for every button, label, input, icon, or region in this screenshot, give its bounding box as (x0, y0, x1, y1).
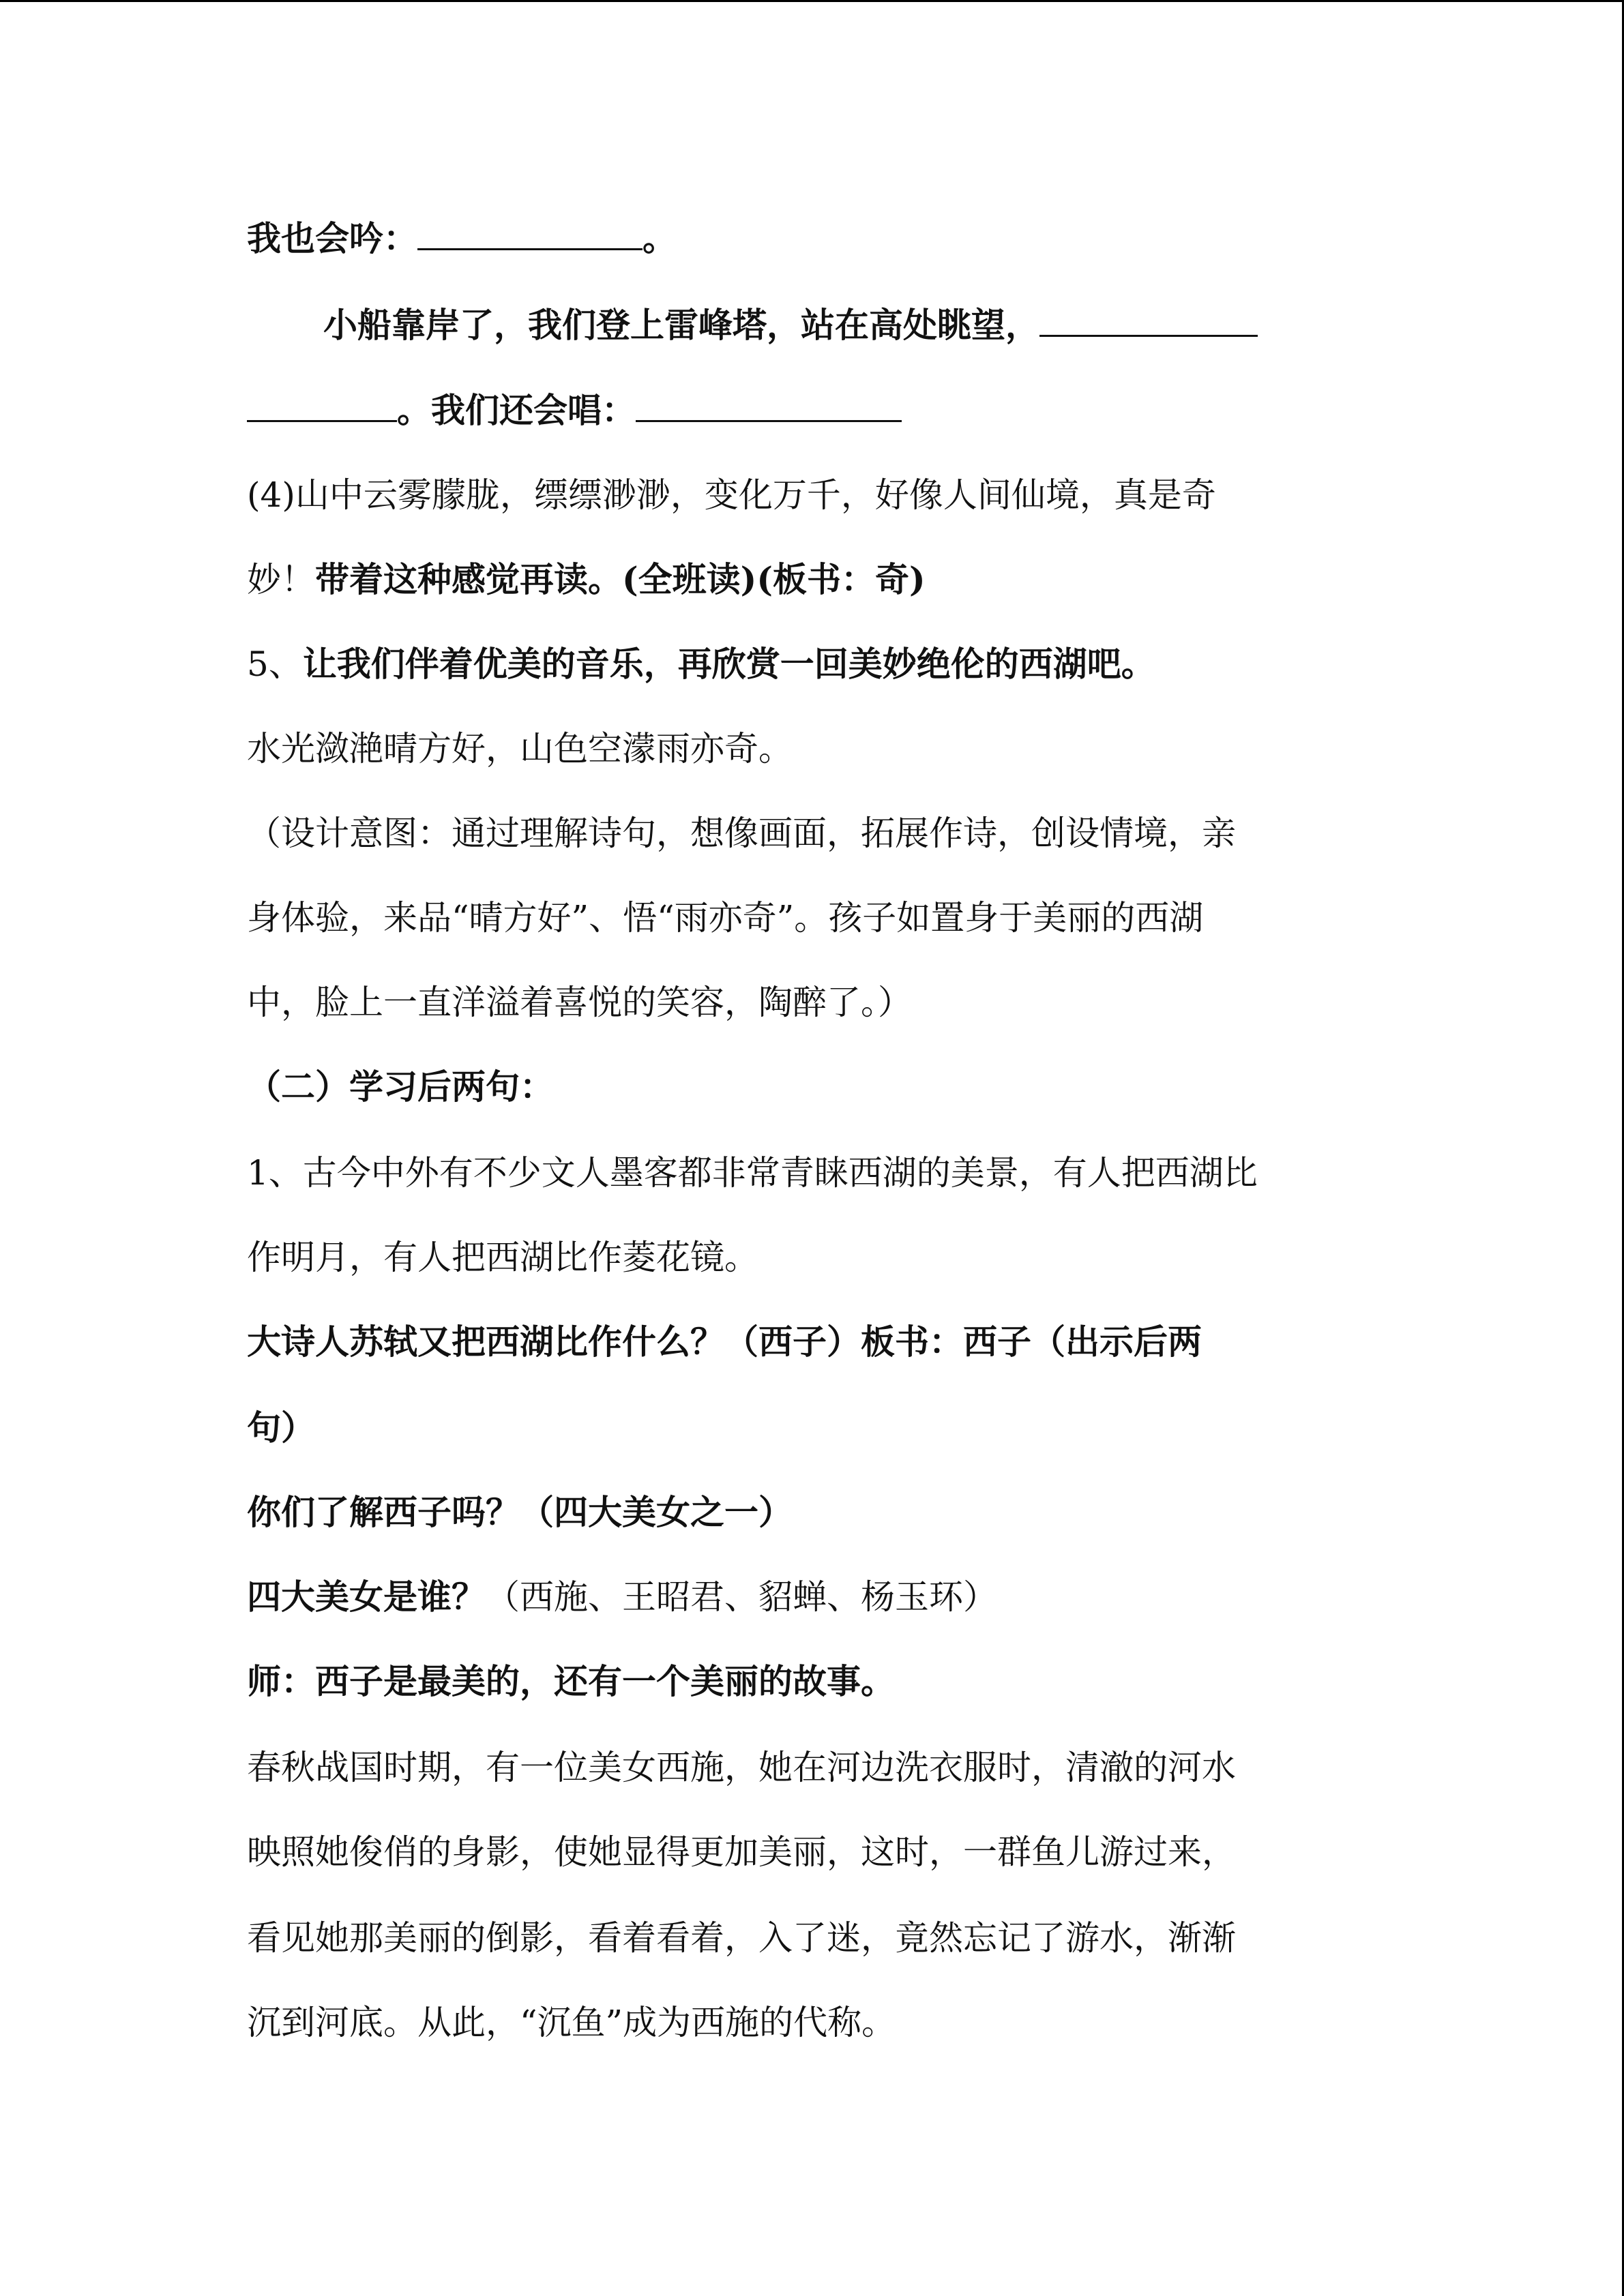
fill-in-blank (247, 389, 397, 422)
line-5 (247, 558, 926, 601)
line-6-bold: 让我们伴着优美的音乐，再欣赏一回美妙绝伦的西湖吧。 (302, 644, 1155, 684)
line-19 (247, 1746, 1236, 1789)
line-5-prefix: 妙！ (247, 560, 315, 599)
line-1-label: 我也会吟： (247, 218, 417, 258)
line-15-text: 句） (247, 1407, 315, 1448)
line-4 (247, 473, 1216, 517)
line-9 (247, 896, 1203, 940)
line-20 (247, 1830, 1236, 1874)
line-21 (247, 1916, 1236, 1960)
line-14 (247, 1320, 1202, 1364)
fill-in-blank (417, 217, 643, 250)
line-17-bold: 四大美女是谁？ (247, 1577, 486, 1617)
line-22-text: 沉到河底。从此，“沉鱼”成为西施的代称。 (247, 2003, 896, 2042)
line-2 (323, 303, 1258, 347)
line-7 (247, 727, 793, 771)
line-5-bold: 带着这种感觉再读。(全班读)(板书：奇) (315, 559, 926, 599)
line-3 (247, 389, 902, 432)
poem-line: 水光潋滟晴方好，山色空濛雨亦奇。 (247, 729, 793, 769)
line-12-text: 1、古今中外有不少文人墨客都非常青睐西湖的美景，有人把西湖比 (247, 1153, 1258, 1193)
line-15 (247, 1406, 315, 1450)
fill-in-blank (636, 389, 902, 422)
line-22 (247, 2001, 896, 2044)
line-17 (247, 1575, 997, 1619)
line-17-normal: （西施、王昭君、貂蝉、杨玉环） (486, 1577, 997, 1617)
line-8-text: （设计意图：通过理解诗句，想像画面，拓展作诗，创设情境，亲 (247, 814, 1236, 853)
line-10 (247, 981, 912, 1024)
section-heading-text: （二）学习后两句： (247, 1067, 554, 1107)
page-border-top (0, 0, 1624, 2)
line-16 (247, 1491, 793, 1534)
line-14-text: 大诗人苏轼又把西湖比作什么？（西子）板书：西子（出示后两 (247, 1322, 1202, 1362)
line-19-text: 春秋战国时期，有一位美女西施，她在河边洗衣服时，清澈的河水 (247, 1748, 1236, 1787)
line-21-text: 看见她那美丽的倒影，看着看着，入了迷，竟然忘记了游水，渐渐 (247, 1918, 1236, 1958)
line-6 (247, 642, 1155, 686)
line-4-text: (4)山中云雾朦胧，缥缥渺渺，变化万千，好像人间仙境，真是奇 (247, 475, 1216, 515)
line-12 (247, 1151, 1258, 1195)
line-1-end: 。 (643, 218, 677, 258)
line-8 (247, 811, 1236, 855)
line-1 (247, 217, 677, 260)
line-16-text: 你们了解西子吗？（四大美女之一） (247, 1492, 793, 1532)
line-10-text: 中，脸上一直洋溢着喜悦的笑容，陶醉了。） (247, 983, 912, 1022)
line-2-text: 小船靠岸了，我们登上雷峰塔，站在高处眺望， (323, 305, 1039, 345)
line-6-prefix: 5、 (247, 644, 303, 684)
line-18-text: 师：西子是最美的，还有一个美丽的故事。 (247, 1661, 895, 1701)
line-3-end: 。我们还会唱： (397, 390, 636, 430)
line-18 (247, 1660, 895, 1703)
section-heading (247, 1065, 554, 1109)
line-9-text: 身体验，来品“晴方好”、悟“雨亦奇”。孩子如置身于美丽的西湖 (247, 898, 1204, 938)
fill-in-blank (1039, 303, 1258, 337)
line-13 (247, 1236, 758, 1279)
line-13-text: 作明月，有人把西湖比作菱花镜。 (247, 1238, 758, 1277)
line-20-text: 映照她俊俏的身影，使她显得更加美丽，这时，一群鱼儿游过来， (247, 1832, 1236, 1872)
